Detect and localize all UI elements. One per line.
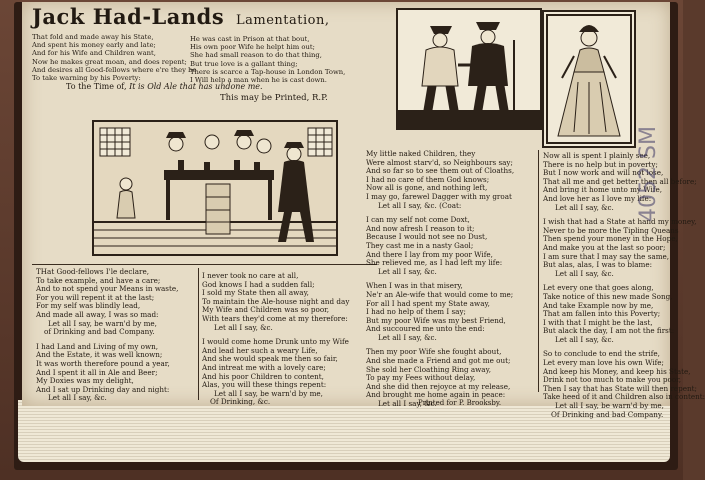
verse-line: But alack the day, I am not the first: <box>543 326 675 336</box>
tune-name: It is Old Ale that has undone me. <box>129 82 263 91</box>
verse-line: To maintain the Ale-house night and day <box>202 296 350 306</box>
verse-line: THat Good-fellows I'le declare, <box>36 267 149 276</box>
intro-line: That fold and made away his State, <box>32 33 154 41</box>
tune-prefix: To the Time of, <box>66 82 127 91</box>
verse-line: Then my poor Wife she fought about, <box>366 347 502 357</box>
verse-refrain: Let all I say, &c. <box>48 393 107 403</box>
verse-line: For you will repent it at the last; <box>36 292 155 302</box>
verse-line: Let every one that goes along, <box>543 283 654 293</box>
tune-line <box>66 82 263 91</box>
licence-line: This may be Printed, R.P. <box>220 93 328 103</box>
verse-line: Let every man love his own Wife; <box>543 358 664 368</box>
verse-refrain: Let all I say, &c. (Coat: <box>378 200 462 210</box>
verse-line: Because I would not see no Dust, <box>366 232 488 242</box>
verse-line: And take Example now by me, <box>543 300 654 310</box>
column-divider <box>538 150 539 392</box>
verse-line: So to conclude to end the strife, <box>543 349 660 359</box>
intro-line: Now he makes great moan, and does repent; <box>32 57 187 66</box>
verse-line: It was worth therefore pound a year, <box>36 358 170 368</box>
verse-line: Were almost starv'd, so Neighbours say; <box>366 157 513 167</box>
verse-refrain: Let all I say, be warn'd by me, <box>214 388 323 398</box>
intro-line: And for his Wife and Children want, <box>32 49 156 58</box>
verse-line: For my self was blindly lead, <box>36 301 141 311</box>
intro-line: She had small reason to do that thing, <box>190 51 322 60</box>
column-divider <box>198 268 199 400</box>
intro-line: There is scarce a Tap-house in London Town, <box>190 67 346 76</box>
verse-line: But my poor Wife was my best Friend, <box>366 315 506 325</box>
verse-line: When I was in that misery, <box>366 281 463 291</box>
verse-line: Take notice of this new made Song, <box>543 291 673 301</box>
verse-refrain: Let all I say, be warn'd by me, <box>48 318 157 328</box>
verse-line: To pay my Fees without delay, <box>366 373 476 383</box>
verse-line: I wish that had a State at hand my money, <box>543 217 697 227</box>
verse-line: They cast me in a nasty Gaol; <box>366 240 474 250</box>
verse-line: God knows I had a sudden fall; <box>202 279 315 289</box>
verse-line: My little naked Children, they <box>366 149 476 158</box>
verse-refrain: Let all I say, &c. <box>378 266 437 276</box>
intro-line: And desires all Good-fellows where e're they be <box>32 65 197 74</box>
verse-line: And intreat me with a lovely care; <box>202 362 326 372</box>
verse-line: My Wife and Children was so poor, <box>202 305 330 315</box>
library-stamp: 4052 SM <box>636 126 661 222</box>
verse-line: For all I had spent my State away, <box>366 298 490 308</box>
intro-line: And spent his money early and late; <box>32 41 156 50</box>
verse-line: I with that I might be the last, <box>543 317 653 327</box>
verse-refrain: Let all I say, &c. <box>214 322 273 332</box>
title-subtitle: Lamentation, <box>236 13 330 28</box>
ballad-title <box>32 4 329 29</box>
verse-line: I had Land and Living of my own, <box>36 341 159 351</box>
verse-refrain: Let all I say, &c. <box>378 332 437 342</box>
verse-line: I can my self not come Doxt, <box>366 215 470 225</box>
verse-line: And she would speak me then so fair, <box>202 354 338 364</box>
verse-line: Never to be more the Tipling Queans <box>543 225 679 235</box>
intro-line: He was cast in Prison at that bout, <box>190 35 310 43</box>
woodcut-tavern-scene <box>92 120 338 256</box>
intro-right <box>190 35 350 84</box>
verse-line: And there I lay from my poor Wife, <box>366 249 493 259</box>
verse-line: To take example, and have a care; <box>36 275 161 285</box>
verse-line: And brought me home again in peace: <box>366 390 506 400</box>
ballad-sheet <box>22 2 705 419</box>
verse-line: With tears they'd come at my therefore: <box>202 313 348 323</box>
verse-line: She sold her Cloathing Ring away, <box>366 364 491 374</box>
verse-refrain: Let all I say, &c. <box>378 399 437 409</box>
verse-line: And lead her such a weary Life, <box>202 345 318 355</box>
verse-line: There is no help but in poverty; <box>543 159 658 169</box>
verse-line: But alas, alas, I was to blame: <box>543 260 653 270</box>
verse-line: And his poor Children to content, <box>202 371 324 381</box>
verse-refrain: Let all I say, &c. <box>555 268 614 278</box>
verse-line: She relieved me, as I had left my life: <box>366 258 503 268</box>
verse-line: Ne'r an Ale-wife that would come to me; <box>366 289 514 299</box>
verse-refrain: Let all I say, &c. <box>555 334 614 344</box>
verse-line: Now all is spent I plainly see, <box>543 151 651 160</box>
verse-line: I may go, farewel Dagger with my groat <box>366 191 512 201</box>
verse-line: I had no care of them God knows; <box>366 174 490 184</box>
verse-line: But I now work and will not lose, <box>543 168 664 178</box>
intro-left <box>32 33 197 83</box>
intro-line: I Will help a man when he is cast down. <box>190 76 327 85</box>
verse-line: Take heed of it and Children also in content: <box>543 392 705 402</box>
verse-line: That am fallen into this Poverty; <box>543 309 661 319</box>
title-main: Jack Had-Lands <box>32 4 225 29</box>
verse-column-3 <box>366 150 536 409</box>
verse-column-1 <box>36 268 196 403</box>
intro-line: His own poor Wife he helpt him out; <box>190 43 315 52</box>
verse-line: That all me and get better then all before; <box>543 176 697 186</box>
verse-refrain: of Drinking and bad Company. <box>44 327 155 337</box>
verse-line: And make you at the last so poor; <box>543 242 666 252</box>
verse-line: And I spent it all in Ale and Beer; <box>36 367 158 377</box>
verse-line: I never took no care at all, <box>202 271 299 280</box>
intro-line: To take warning by his Poverty: <box>32 74 141 83</box>
intro-line: But true love is a gallant thing; <box>190 59 298 68</box>
verse-line: And the Estate, it was well known; <box>36 350 163 360</box>
verse-refrain: Let all I say, &c. <box>555 202 614 212</box>
verse-line: Now all is gone, and nothing left, <box>366 183 488 193</box>
woodcut-two-men <box>396 8 542 130</box>
verse-line: Then spend your money in the Hope, <box>543 234 678 244</box>
verse-line: I sold my State then all away, <box>202 288 309 298</box>
verse-line: Alas, you will these things repent: <box>202 380 327 390</box>
two-men-illustration <box>398 10 540 128</box>
verse-line: I would come home Drunk unto my Wife <box>202 337 349 347</box>
verse-line: And to not spend your Means in waste, <box>36 284 179 294</box>
printer-imprint: Printed for P. Brooksby. <box>418 399 502 407</box>
verse-line: I had no help of them I say; <box>366 307 466 317</box>
verse-column-2 <box>202 272 380 407</box>
woodcut-woman <box>542 10 636 148</box>
verse-line: Then I say that has State will then repent; <box>543 383 697 393</box>
verse-line: And she made a Friend and got me out; <box>366 356 511 366</box>
tavern-illustration <box>94 122 336 254</box>
verse-line: And she did then rejoyce at my release, <box>366 381 511 391</box>
verse-refrain: Of Drinking, &c. <box>210 397 271 407</box>
verse-line: And now afresh I reason to it; <box>366 223 475 233</box>
verse-line: Drink not too much to make you poor, <box>543 375 682 385</box>
woman-illustration <box>544 12 634 146</box>
verse-line: And so far so to see them out of Cloaths, <box>366 166 515 176</box>
verse-line: My Doxies was my delight, <box>36 376 134 386</box>
verse-refrain: Of Drinking and bad Company. <box>551 409 664 419</box>
verse-line: And bring it home unto my Wife, <box>543 185 663 195</box>
verse-line: And made all away, I was so mad: <box>36 309 159 319</box>
verse-line: And keep his Money, and keep his State, <box>543 366 691 376</box>
verse-line: And succoured me unto the end: <box>366 324 485 334</box>
verse-line: And I sat up Drinking day and night: <box>36 384 170 394</box>
verse-refrain: Let all I say, be warn'd by me, <box>555 401 664 411</box>
verse-line: I am sure that I may say the same, <box>543 251 670 261</box>
verse-line: And love her as I love my life: <box>543 193 652 203</box>
column-rule <box>32 264 377 265</box>
